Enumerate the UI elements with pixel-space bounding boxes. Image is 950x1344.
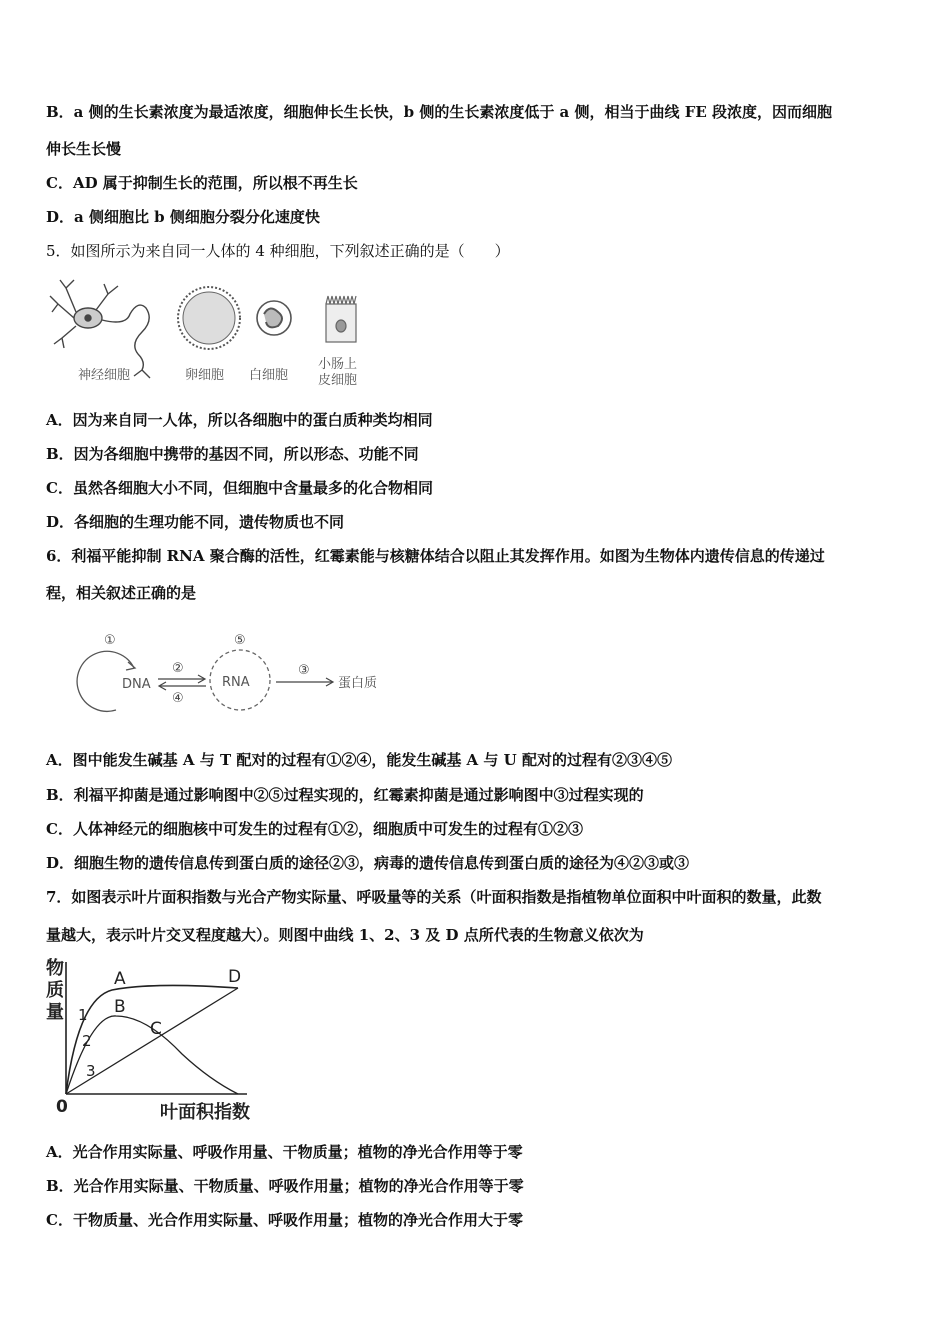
white-blood-cell-illustration <box>257 301 291 335</box>
protein-label: 蛋白质 <box>338 676 378 691</box>
neuron-illustration <box>50 280 150 378</box>
q7-stem-line1: 7．如图表示叶片面积指数与光合产物实际量、呼吸量等的关系（叶面积指数是指植物单位面积中叶面积的数量，此数 <box>46 888 822 906</box>
egg-cell-illustration <box>178 287 240 349</box>
label-3: ③ <box>298 663 310 678</box>
q6-stem-line1: 6．利福平能抑制 RNA 聚合酶的活性，红霉素能与核糖体结合以阻止其发挥作用。如图为生物体内遗传信息的传递过 <box>46 547 825 565</box>
dna-label: DNA <box>122 677 151 692</box>
cell-label-epithelial-2: 皮细胞 <box>318 373 358 388</box>
q5-option-a: A．因为来自同一人体，所以各细胞中的蛋白质种类均相同 <box>46 411 433 429</box>
cell-illustrations <box>46 274 376 394</box>
y-label-2: 质 <box>46 980 64 1001</box>
q6-option-c: C．人体神经元的细胞核中可发生的过程有①②，细胞质中可发生的过程有①②③ <box>46 820 583 838</box>
leaf-area-index-graph <box>42 954 272 1126</box>
point-d-label: D <box>228 967 242 987</box>
cell-label-wbc: 白细胞 <box>249 368 289 383</box>
q6-option-b: B．利福平抑菌是通过影响图中②⑤过程实现的，红霉素抑菌是通过影响图中③过程实现的 <box>46 786 644 804</box>
curve-1-label: 1 <box>78 1006 88 1024</box>
genetic-info-flow-diagram <box>76 626 396 718</box>
cell-label-neuron: 神经细胞 <box>78 368 131 383</box>
point-a-label: A <box>114 969 126 989</box>
curve-2-label: 2 <box>82 1032 92 1050</box>
q5-stem: 5．如图所示为来自同一人体的 4 种细胞，下列叙述正确的是（ ） <box>46 242 510 260</box>
q7-option-a: A．光合作用实际量、呼吸作用量、干物质量；植物的净光合作用等于零 <box>46 1143 523 1161</box>
point-c-label: C <box>150 1019 162 1039</box>
q4-option-b-line2: 伸长生长慢 <box>46 140 122 158</box>
q4-option-b-line1: B．a 侧的生长素浓度为最适浓度，细胞伸长生长快，b 侧的生长素浓度低于 a 侧，相当于曲线 FE 段浓度，因而细胞 <box>46 103 833 121</box>
point-b-label: B <box>114 997 126 1017</box>
q7-option-c: C．干物质量、光合作用实际量、呼吸作用量；植物的净光合作用大于零 <box>46 1211 523 1229</box>
cell-label-egg: 卵细胞 <box>185 368 225 383</box>
curve-3-label: 3 <box>86 1062 96 1080</box>
label-5: ⑤ <box>234 633 246 648</box>
q5-option-d: D．各细胞的生理功能不同，遗传物质也不同 <box>46 513 345 531</box>
q5-option-c: C．虽然各细胞大小不同，但细胞中含量最多的化合物相同 <box>46 479 433 497</box>
q6-option-d: D．细胞生物的遗传信息传到蛋白质的途径②③，病毒的遗传信息传到蛋白质的途径为④②③或③ <box>46 854 690 872</box>
y-label-3: 量 <box>46 1002 64 1023</box>
q4-option-c: C．AD 属于抑制生长的范围，所以根不再生长 <box>46 174 358 192</box>
label-1: ① <box>104 633 116 648</box>
x-label: 叶面积指数 <box>160 1102 250 1123</box>
rna-label: RNA <box>222 675 250 690</box>
q7-stem-line2: 量越大，表示叶片交叉程度越大）。则图中曲线 1、2、3 及 D 点所代表的生物意义依次为 <box>46 926 644 944</box>
origin-label: 0 <box>56 1097 68 1117</box>
label-4: ④ <box>172 691 184 706</box>
y-label-1: 物 <box>46 958 64 979</box>
cell-label-epithelial-1: 小肠上 <box>318 357 358 372</box>
label-2: ② <box>172 661 184 676</box>
intestinal-epithelial-cell-illustration <box>326 296 356 342</box>
q5-option-b: B．因为各细胞中携带的基因不同，所以形态、功能不同 <box>46 445 419 463</box>
q6-option-a: A．图中能发生碱基 A 与 T 配对的过程有①②④，能发生碱基 A 与 U 配对的过程有②③④⑤ <box>46 751 672 769</box>
q6-stem-line2: 程，相关叙述正确的是 <box>46 584 197 602</box>
q4-option-d: D．a 侧细胞比 b 侧细胞分裂分化速度快 <box>46 208 320 226</box>
q7-option-b: B．光合作用实际量、干物质量、呼吸作用量；植物的净光合作用等于零 <box>46 1177 524 1195</box>
